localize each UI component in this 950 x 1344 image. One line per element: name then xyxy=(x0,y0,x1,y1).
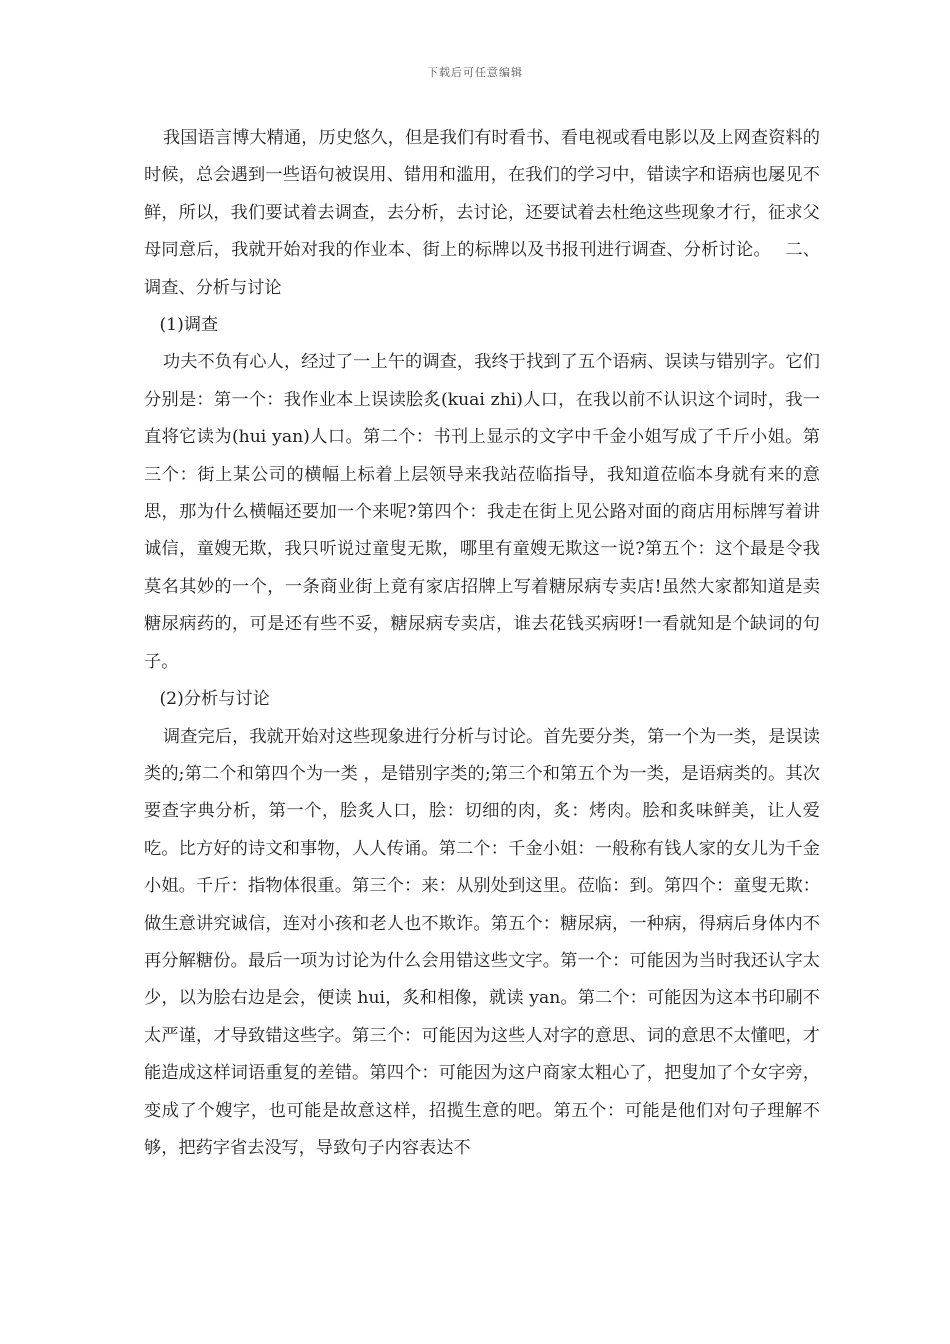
analysis-paragraph: 调查完后，我就开始对这些现象进行分析与讨论。首先要分类，第一个为一类，是误读类的;第二个和第四个为一类 ，是错别字类的;第三个和第五个为一类，是语病类的。其次要查字典分析，第一个，脍炙人口，脍：切细的肉，炙：烤肉。脍和炙味鲜美，让人爱吃。比方好的诗文和事物，人人传诵。第二个：千金小姐：一般称有钱人家的女儿为千金小姐。千斤：指物体很重。第三个：来：从别处到这里。莅临：到。第四个：童叟无欺：做生意讲究诚信，连对小孩和老人也不欺诈。第五个：糖尿病，一种病，得病后身体内不再分解糖份。最后一项为讨论为什么会用错这些文字。第一个：可能因为当时我还认字太少，以为脍右边是会，便读 hui，炙和相像，就读 yan。第二个：可能因为这本书印刷不太严谨，才导致错这些字。第三个：可能因为这些人对字的意思、词的意思不太懂吧，才能造成这样词语重复的差错。第四个：可能因为这户商家太粗心了，把叟加了个女字旁，变成了个嫂字，也可能是故意这样，招揽生意的吧。第五个：可能是他们对句子理解不够，把药字省去没写，导致句子内容表达不 xyxy=(144,726,820,1158)
survey-paragraph: 功夫不负有心人，经过了一上午的调查，我终于找到了五个语病、误读与错别字。它们分别是：第一个：我作业本上误读脍炙(kuai zhi)人口，在我以前不认识这个词时，我一直将它读为(hui yan)人口。第二个：书刊上显示的文字中千金小姐写成了千斤小姐。第三个：街上某公司的横幅上标着上层领导来我站莅临指导，我知道莅临本身就有来的意思，那为什么横幅还要加一个来呢?第四个：我走在街上见公路对面的商店用标牌写着讲诚信，童嫂无欺，我只听说过童叟无欺，哪里有童嫂无欺这一说?第五个：这个最是令我莫名其妙的一个，一条商业街上竟有家店招牌上写着糖尿病专卖店!虽然大家都知道是卖糖尿病药的，可是还有些不妥，糖尿病专卖店，谁去花钱买病呀!一看就知是个缺词的句子。 xyxy=(144,352,820,672)
section-heading-survey: (1)调查 xyxy=(159,315,219,336)
intro-paragraph: 我国语言博大精通，历史悠久，但是我们有时看书、看电视或看电影以及上网查资料的时候，总会遇到一些语句被误用、错用和滥用，在我们的学习中，错读字和语病也屡见不鲜，所以，我们要试着去调查，去分析，去讨论，还要试着去杜绝这些现象才行，征求父母同意后，我就开始对我的作业本、街上的标牌以及书报刊进行调查、分析讨论。 二、调查、分析与讨论 xyxy=(144,128,820,298)
section-heading-analysis: (2)分析与讨论 xyxy=(159,689,270,710)
page-header: 下载后可任意编辑 xyxy=(427,66,523,79)
document-body xyxy=(144,120,820,1167)
